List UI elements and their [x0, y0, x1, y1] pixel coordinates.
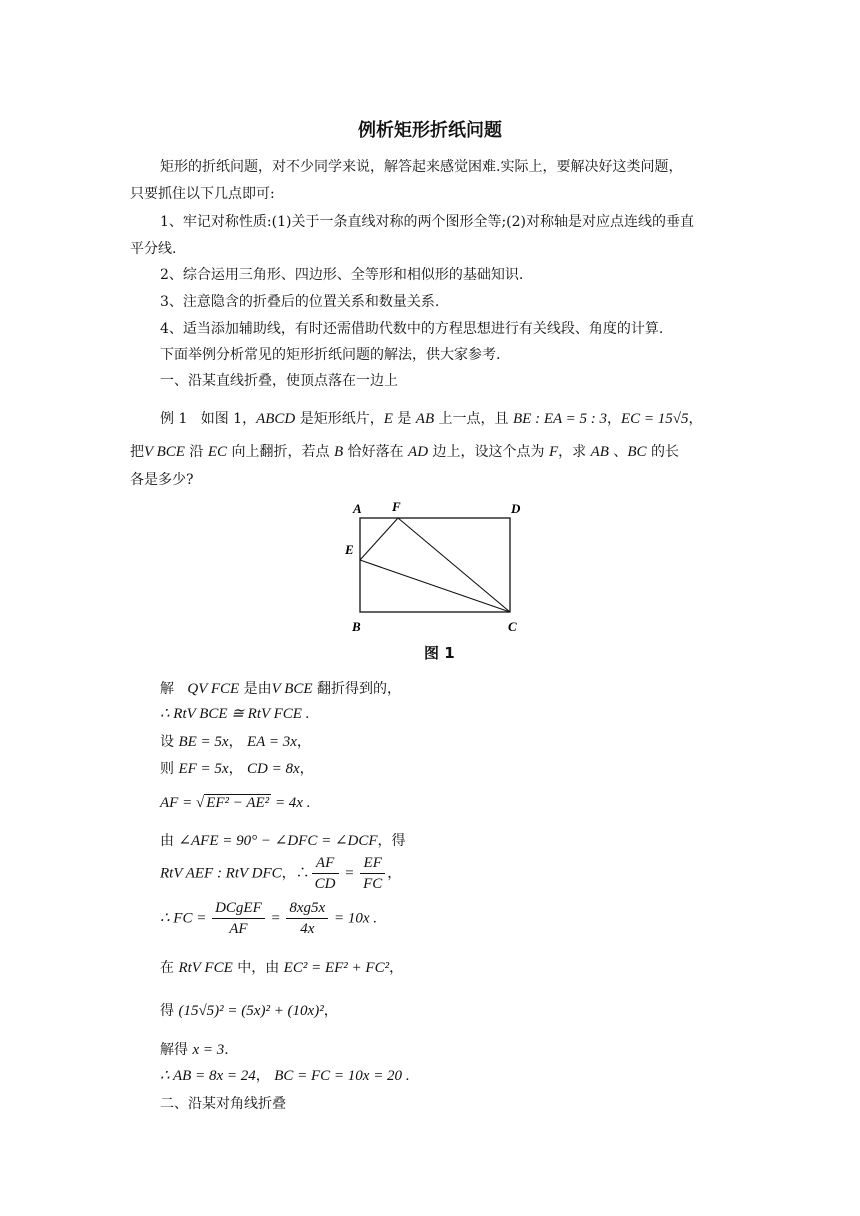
solution-line-8 [160, 898, 377, 939]
section-1-heading: 一、沿某直线折叠，使顶点落在一边上 [160, 373, 398, 389]
math-text: AF = [160, 795, 196, 811]
example-line-3: 各是多少? [130, 472, 194, 488]
math-text: EA = 3x [247, 734, 297, 750]
solution-line-1 [160, 678, 401, 698]
rectangle-abcd [360, 518, 510, 612]
solution-text: ， [387, 865, 402, 882]
intro-line-1: 矩形的折纸问题，对不少同学来说，解答起来感觉困难.实际上，要解决好这类问题， [160, 159, 683, 175]
math-bc: BC [627, 444, 647, 460]
document-title: 例析矩形折纸问题 [358, 120, 502, 141]
fraction-ef-fc [360, 853, 385, 894]
label-c: C [508, 619, 517, 634]
example-text: 、 [608, 444, 628, 460]
section-2-heading: 二、沿某对角线折叠 [160, 1096, 286, 1112]
solution-text: ，∴ [281, 865, 310, 882]
solution-line-3 [160, 731, 311, 751]
example-text: ， [607, 411, 622, 427]
math-text: RtV FCE [178, 960, 233, 976]
figure-caption: 图 1 [424, 644, 455, 662]
fraction-dcef-af [212, 898, 265, 939]
solution-text: ，得 [377, 833, 406, 849]
math-text: QV FCE [187, 681, 240, 697]
fraction-numerator: EF [360, 853, 385, 874]
example-line-2 [130, 441, 679, 461]
math-b: B [333, 444, 344, 460]
math-text: BE = 5x [178, 734, 229, 750]
solution-text: 则 [160, 761, 179, 777]
label-f: F [392, 499, 401, 514]
segment-ef [360, 518, 398, 560]
math-ab: AB [415, 411, 435, 427]
segment-ec [360, 560, 510, 612]
solution-line-9 [160, 957, 403, 977]
point-1-line-a: 1、牢记对称性质:(1)关于一条直线对称的两个图形全等;(2)对称轴是对应点连线的垂直 [160, 214, 695, 230]
fraction-numerator: 8xg5x [286, 898, 328, 919]
solution-text: 由 [160, 833, 179, 849]
point-2: 2、综合运用三角形、四边形、全等形和相似形的基础知识. [160, 267, 524, 283]
solution-text: 设 [160, 734, 179, 750]
solution-text: 中，由 [232, 960, 284, 976]
math-text: (15√5)² = (5x)² + (10x)² [178, 1003, 324, 1019]
example-text: 把 [130, 444, 144, 460]
math-text: ∴ AB = 8x = 24 [160, 1068, 256, 1084]
math-ad: AD [408, 444, 429, 460]
solution-text: ， [296, 734, 311, 750]
label-d: D [511, 501, 521, 516]
solution-line-11 [160, 1039, 229, 1059]
math-text: = 4x . [271, 795, 311, 811]
math-text: V BCE [271, 681, 313, 697]
solution-line-7 [160, 853, 401, 894]
example-text: 边上，设这个点为 [428, 444, 549, 460]
lead-in: 下面举例分析常见的矩形折纸问题的解法，供大家参考. [160, 347, 501, 363]
example-text: 是矩形纸片， [295, 411, 384, 427]
solution-text: ， [299, 761, 314, 777]
math-text: RtV AEF : RtV DFC [160, 865, 282, 882]
example-text: 沿 [184, 444, 208, 460]
point-4: 4、适当添加辅助线，有时还需借助代数中的方程思想进行有关线段、角度的计算. [160, 321, 664, 337]
math-triangle-bce: V BCE [144, 444, 185, 460]
solution-line-12 [160, 1065, 410, 1085]
math-ec: EC [207, 444, 228, 460]
math-sqrt: EF² − AE² [206, 795, 270, 811]
fraction-denominator: CD [314, 876, 336, 892]
intro-line-2: 只要抓住以下几点即可: [130, 186, 275, 202]
example-line-1 [160, 408, 703, 428]
solution-line-10 [160, 1000, 338, 1020]
example-text: 的长 [646, 444, 679, 460]
solution-text: ， [389, 960, 404, 976]
math-text: . [402, 1068, 410, 1084]
math-abcd: ABCD [256, 411, 296, 427]
solution-line-6 [160, 830, 406, 850]
solution-text: 解得 [160, 1042, 193, 1058]
solution-text: ， [255, 1068, 275, 1084]
math-ab: AB [590, 444, 609, 460]
math-text: ∠AFE = 90° − ∠DFC = ∠DCF [178, 833, 378, 849]
solution-text: ， [323, 1003, 338, 1019]
point-1-line-b: 平分线. [130, 241, 177, 257]
label-b: B [352, 619, 361, 634]
fraction-denominator: FC [363, 876, 383, 892]
fraction-numerator: AF [312, 853, 339, 874]
math-text: EC² = EF² + FC² [283, 960, 390, 976]
example-text: ， [688, 411, 703, 427]
solution-text: ， [228, 734, 248, 750]
example-text: 向上翻折，若点 [227, 444, 334, 460]
fraction-8x5x-4x [286, 898, 328, 939]
label-a: A [353, 501, 362, 516]
fraction-denominator: 4x [300, 921, 315, 937]
solution-text: ， [228, 761, 248, 777]
solution-label: 解 [160, 681, 174, 697]
math-text: EF = 5x [178, 761, 229, 777]
math-text: CD = 8x [247, 761, 300, 777]
math-text: = [266, 910, 285, 927]
math-f: F [548, 444, 559, 460]
example-text: 恰好落在 [343, 444, 409, 460]
example-text: 上一点，且 [434, 411, 514, 427]
math-ratio: BE : EA = 5 : 3 [513, 411, 608, 427]
example-label: 例 1 [160, 411, 188, 427]
math-text: = [340, 865, 359, 882]
solution-text: . [224, 1042, 229, 1058]
point-3: 3、注意隐含的折叠后的位置关系和数量关系. [160, 294, 440, 310]
math-text: ∴ FC = [160, 910, 211, 927]
solution-text: 翻折得到的， [312, 681, 402, 697]
example-text: 是 [392, 411, 416, 427]
math-text: BC = FC = 10x = 20 [274, 1068, 403, 1084]
solution-line-2: ∴ RtV BCE ≅ RtV FCE . [160, 706, 310, 722]
fraction-af-cd [312, 853, 339, 894]
fraction-numerator: DCgEF [212, 898, 265, 919]
math-ec-length: EC = 15√5 [621, 411, 689, 427]
example-text: 如图 1， [200, 411, 257, 427]
math-text: x = 3 [192, 1042, 225, 1058]
solution-line-5: AF = √ EF² − AE² = 4x . [160, 795, 311, 811]
example-text: ，求 [558, 444, 591, 460]
solution-text: 得 [160, 1003, 179, 1019]
fraction-denominator: AF [229, 921, 248, 937]
solution-text: 是由 [239, 681, 272, 697]
segment-fc [398, 518, 510, 612]
math-text: = 10x . [330, 910, 377, 927]
solution-line-4 [160, 758, 314, 778]
label-e: E [345, 542, 354, 557]
math-e: E [383, 411, 393, 427]
solution-text: 在 [160, 960, 179, 976]
